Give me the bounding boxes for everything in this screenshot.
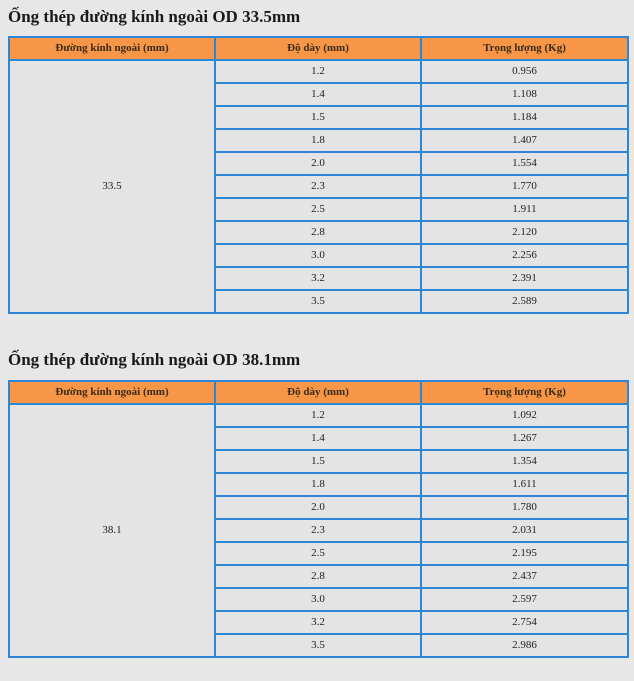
thickness-cell: 3.5 bbox=[215, 290, 421, 313]
weight-cell: 1.911 bbox=[421, 198, 628, 221]
weight-cell: 2.589 bbox=[421, 290, 628, 313]
weight-cell: 2.391 bbox=[421, 267, 628, 290]
weight-cell: 1.554 bbox=[421, 152, 628, 175]
spec-table bbox=[8, 380, 629, 658]
header-thickness: Độ dày (mm) bbox=[215, 37, 421, 60]
table-row bbox=[9, 404, 628, 427]
thickness-cell: 2.3 bbox=[215, 175, 421, 198]
header-weight: Trọng lượng (Kg) bbox=[421, 381, 628, 404]
weight-cell: 2.195 bbox=[421, 542, 628, 565]
weight-cell: 2.437 bbox=[421, 565, 628, 588]
weight-cell: 1.108 bbox=[421, 83, 628, 106]
thickness-cell: 1.8 bbox=[215, 129, 421, 152]
table-body bbox=[9, 404, 628, 657]
thickness-cell: 2.8 bbox=[215, 565, 421, 588]
outer-diameter-cell: 38.1 bbox=[9, 404, 215, 657]
weight-cell: 1.770 bbox=[421, 175, 628, 198]
thickness-cell: 2.0 bbox=[215, 152, 421, 175]
thickness-cell: 3.0 bbox=[215, 244, 421, 267]
weight-cell: 1.354 bbox=[421, 450, 628, 473]
weight-cell: 2.986 bbox=[421, 634, 628, 657]
weight-cell: 2.120 bbox=[421, 221, 628, 244]
thickness-cell: 3.0 bbox=[215, 588, 421, 611]
table-header-row bbox=[9, 37, 628, 60]
table-body bbox=[9, 60, 628, 313]
thickness-cell: 1.5 bbox=[215, 450, 421, 473]
thickness-cell: 1.2 bbox=[215, 60, 421, 83]
thickness-cell: 3.2 bbox=[215, 611, 421, 634]
table-header-row bbox=[9, 381, 628, 404]
header-thickness: Độ dày (mm) bbox=[215, 381, 421, 404]
weight-cell: 2.031 bbox=[421, 519, 628, 542]
thickness-cell: 2.0 bbox=[215, 496, 421, 519]
thickness-cell: 1.2 bbox=[215, 404, 421, 427]
thickness-cell: 1.8 bbox=[215, 473, 421, 496]
header-weight: Trọng lượng (Kg) bbox=[421, 37, 628, 60]
thickness-cell: 1.4 bbox=[215, 83, 421, 106]
thickness-cell: 3.5 bbox=[215, 634, 421, 657]
section-title: Ống thép đường kính ngoài OD 38.1mm bbox=[8, 350, 301, 369]
header-outer-diameter: Đường kính ngoài (mm) bbox=[9, 37, 215, 60]
weight-cell: 1.184 bbox=[421, 106, 628, 129]
thickness-cell: 1.4 bbox=[215, 427, 421, 450]
thickness-cell: 2.3 bbox=[215, 519, 421, 542]
weight-cell: 1.611 bbox=[421, 473, 628, 496]
thickness-cell: 1.5 bbox=[215, 106, 421, 129]
weight-cell: 1.092 bbox=[421, 404, 628, 427]
spec-table bbox=[8, 36, 629, 314]
thickness-cell: 3.2 bbox=[215, 267, 421, 290]
table-row bbox=[9, 60, 628, 83]
weight-cell: 1.267 bbox=[421, 427, 628, 450]
thickness-cell: 2.5 bbox=[215, 542, 421, 565]
weight-cell: 0.956 bbox=[421, 60, 628, 83]
weight-cell: 2.256 bbox=[421, 244, 628, 267]
thickness-cell: 2.8 bbox=[215, 221, 421, 244]
weight-cell: 1.407 bbox=[421, 129, 628, 152]
weight-cell: 2.597 bbox=[421, 588, 628, 611]
weight-cell: 2.754 bbox=[421, 611, 628, 634]
header-outer-diameter: Đường kính ngoài (mm) bbox=[9, 381, 215, 404]
thickness-cell: 2.5 bbox=[215, 198, 421, 221]
section-title: Ống thép đường kính ngoài OD 33.5mm bbox=[8, 7, 301, 26]
weight-cell: 1.780 bbox=[421, 496, 628, 519]
outer-diameter-cell: 33.5 bbox=[9, 60, 215, 313]
